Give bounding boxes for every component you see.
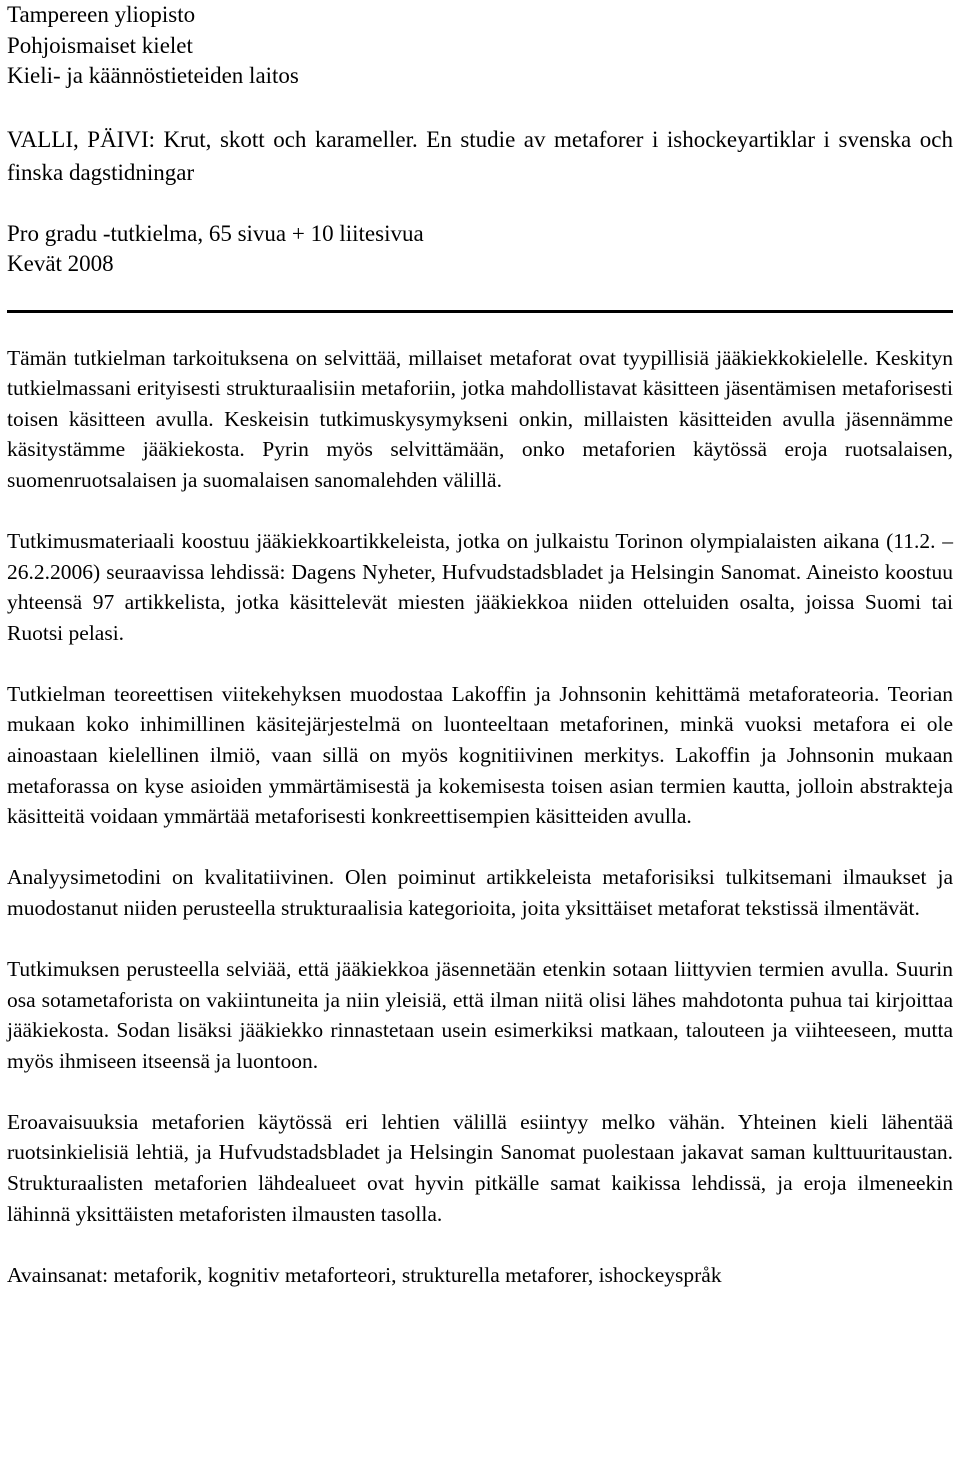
document-page [7,0,953,1290]
abstract-paragraph-3: Tutkielman teoreettisen viitekehyksen muodostaa Lakoffin ja Johnsonin kehittämä metaforateoria. Teorian mukaan koko inhimillinen käsitejärjestelmä on luonteeltaan metaforinen, minkä vuoksi metafora ei ole ainoastaan kielellinen ilmiö, vaan sillä on myös kognitiivinen merkitys. Lakoffin ja Johnsonin mukaan metaforassa on kyse asioiden ymmärtämisestä ja kokemisesta toisen asian termien kautta, jolloin abstrakteja käsitteitä voidaan ymmärtää metaforisesti konkreettisempien käsitteiden avulla. [7,681,953,829]
abstract-paragraph-4: Analyysimetodini on kvalitatiivinen. Olen poiminut artikkeleista metaforisiksi tulkitsemani ilmaukset ja muodostanut niiden perusteella strukturaalisia kategorioita, joita yksittäiset metaforat tekstissä ilmentävät. [7,865,953,920]
abstract-paragraph-6: Eroavaisuuksia metaforien käytössä eri lehtien välillä esiintyy melko vähän. Yhteinen kieli lähentää ruotsinkielisiä lehtiä, ja Hufvudstadsbladet ja Helsingin Sanomat puolestaan jakavat saman kulttuuritaustan. Strukturaalisten metaforien lähdealueet ovat hyvin pitkälle samat kaikissa lehdissä, ja eroja ilmeneekin lähinnä yksittäisten metaforisten ilmausten tasolla. [7,1109,953,1226]
keywords-line: Avainsanat: metaforik, kognitiv metaforteori, strukturella metaforer, ishockeyspråk [7,1262,722,1287]
school-name: Kieli- ja käännöstieteiden laitos [7,63,299,88]
abstract-paragraph-5: Tutkimuksen perusteella selviää, että jääkiekkoa jäsennetään etenkin sotaan liittyvien termien avulla. Suurin osa sotametaforista on vakiintuneita ja niin yleisiä, että ilman niitä olisi lähes mahdotonta puhua tai kirjoittaa jääkiekosta. Sodan lisäksi jääkiekko rinnastetaan usein esimerkiksi matkaan, talouteen ja viihteeseen, mutta myös ihmiseen itseensä ja luontoon. [7,957,953,1073]
header-divider [7,310,953,313]
university-name: Tampereen yliopisto [7,2,196,27]
thesis-term: Kevät 2008 [7,251,114,276]
abstract-paragraph-2: Tutkimusmateriaali koostuu jääkiekkoartikkeleista, jotka on julkaistu Torinon olympialaisten aikana (11.2. – 26.2.2006) seuraavissa lehdissä: Dagens Nyheter, Hufvudstadsbladet ja Helsingin Sanomat. Aineisto koostuu yhteensä 97 artikkelista, jotka käsittelevät miesten jääkiekkoa niiden otteluiden osalta, joissa Suomi tai Ruotsi pelasi. [7,528,953,645]
thesis-type-pages: Pro gradu -tutkielma, 65 sivua + 10 liitesivua [7,220,424,246]
thesis-title: VALLI, PÄIVI: Krut, skott och karameller. En studie av metaforer i ishockeyartiklar i svenska och finska dagstidningar [7,126,953,185]
thesis-meta [7,219,953,280]
department-name: Pohjoismaiset kielet [7,32,193,58]
abstract-body [7,343,953,1291]
institution-header [7,0,953,92]
abstract-paragraph-1: Tämän tutkielman tarkoituksena on selvittää, millaiset metaforat ovat tyypillisiä jääkiekkokielelle. Keskityn tutkielmassani erityisesti strukturaalisiin metaforiin, jotka mahdollistavat käsitteen jäsentämisen metaforisesti toisen käsitteen avulla. Keskeisin tutkimuskysymykseni onkin, millaisten käsitteiden avulla jäsennämme käsitystämme jääkiekosta. Pyrin myös selvittämään, onko metaforien käytössä eroja ruotsalaisen, suomenruotsalaisen ja suomalaisen sanomalehden välillä. [7,345,953,492]
